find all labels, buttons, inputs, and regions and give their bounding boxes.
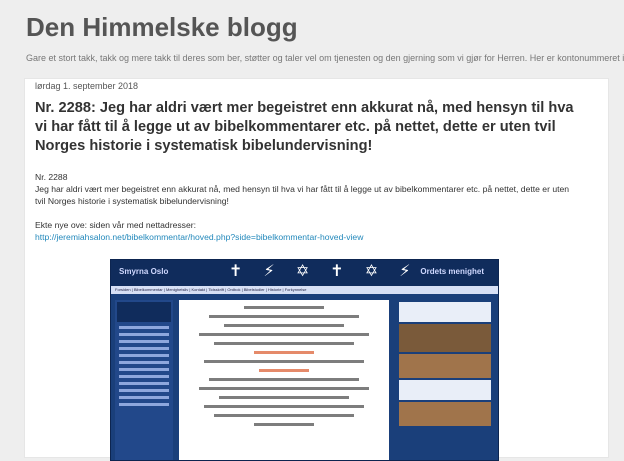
embed-left-column [115, 300, 173, 460]
embed-nav: Forsiden | Bibelkommentar | Menighetsliv | Kontakt | Tidsskrift | Ordbok | Bibelstudier | Historie | Forkynnelse [111, 286, 498, 294]
link-intro: Ekte nye ove: siden vår med nettadresser: [35, 220, 196, 230]
blog-title[interactable]: Den Himmelske blogg [26, 12, 298, 42]
embed-center-column [179, 300, 389, 460]
embed-brand-left: Smyrna Oslo [119, 267, 169, 276]
embed-header [111, 260, 498, 286]
blog-header [0, 0, 624, 66]
post-container [24, 78, 609, 458]
post-date: lørdag 1. september 2018 [35, 81, 139, 91]
post-body [35, 171, 575, 243]
post-title[interactable]: Nr. 2288: Jeg har aldri vært mer begeistret enn akkurat nå, med hensyn til hva vi har fått til å legge ut av bibelkommentarer etc. på nettet, dette er uten tvil Norges historie i systematisk bibelundervisning! [35, 100, 574, 154]
post-paragraph: Jeg har aldri vært mer begeistret enn akkurat nå, med hensyn til hva vi har fått til å legge ut av bibelkommentarer etc. på nettet, dette er uten tvil Norges historie i systematisk bibelundervisning! [35, 184, 570, 206]
embed-brand-right: Ordets menighet [420, 267, 484, 276]
embedded-site-screenshot [110, 259, 499, 461]
post-number: Nr. 2288 [35, 172, 68, 182]
bibelkommentar-link[interactable]: http://jeremiahsalon.net/bibelkommentar/hoved.php?side=bibelkommentar-hoved-view [35, 232, 364, 242]
embed-right-column [397, 300, 493, 460]
embed-symbols: ✝ ⚡ ✡ ✝ ✡ ⚡ [229, 261, 419, 280]
blog-description: Gare et stort takk, takk og mere takk til deres som ber, støtter og taler vel om tjenesten og den gjerning som vi gjør for Herren. Her er kontonummeret i [26, 53, 624, 63]
